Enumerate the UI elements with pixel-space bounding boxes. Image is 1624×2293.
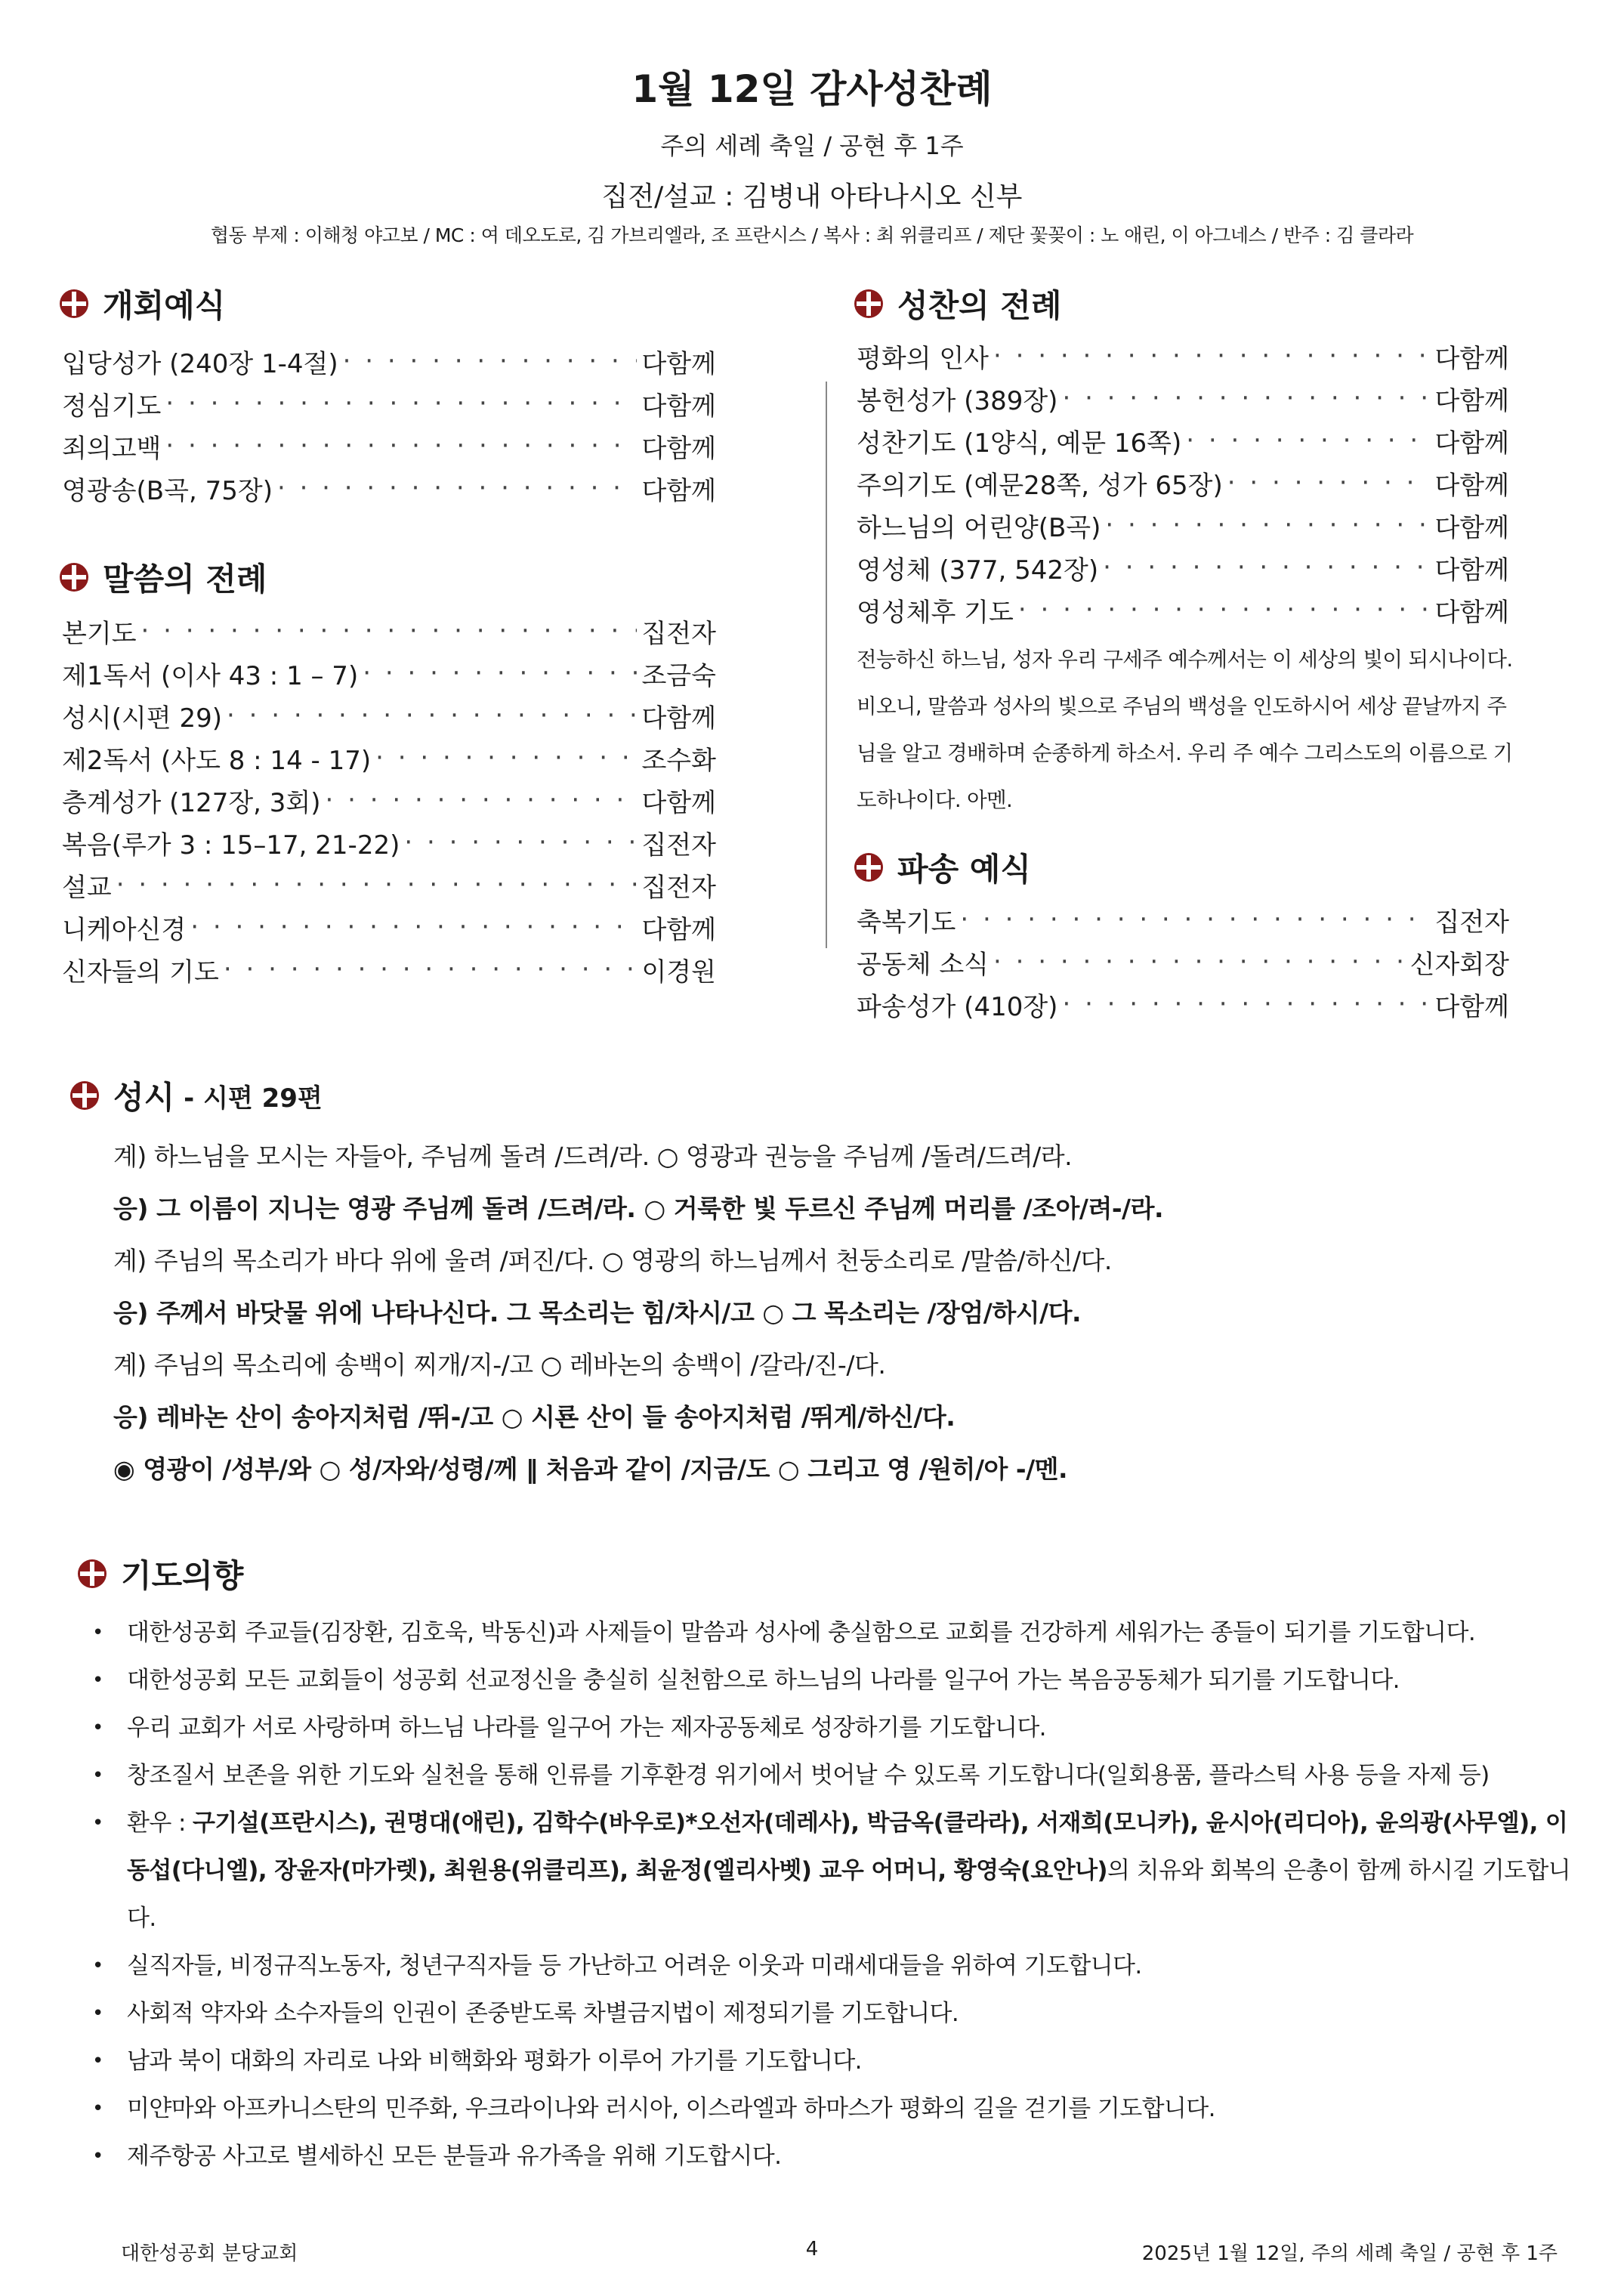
order-item-label: 봉헌성가 (389장) [857,385,1058,416]
footer-date: 2025년 1월 12일, 주의 세례 축일 / 공현 후 1주 [1141,2242,1558,2265]
order-item-label: 파송성가 (410장) [857,991,1058,1022]
order-item-label: 주의기도 (예문28쪽, 성가 65장) [857,470,1223,501]
order-item [62,821,716,864]
leader-dots [227,700,637,731]
celebrant-line: 집전/설교 : 김병내 아타나시오 신부 [601,181,1023,212]
order-item [62,737,716,779]
psalm-line: 계) 하느님을 모시는 자들아, 주님께 돌려 /드려/라. ○ 영광과 권능을 주님께 /돌려/드려/라. [113,1142,1073,1171]
cross-circle-icon [69,1080,100,1111]
cross-circle-icon [59,562,89,592]
order-item-label: 하느님의 어린양(B곡) [857,512,1101,543]
order-item-leader: 이경원 [641,956,716,987]
leader-dots [1103,552,1430,583]
order-item [857,589,1509,631]
dismissal-list [857,898,1509,1025]
order-item-leader: 다함께 [641,433,716,464]
order-item-label: 성시(시편 29) [62,703,222,734]
order-item-leader: 다함께 [641,391,716,422]
order-item [62,948,716,990]
order-item-label: 죄의고백 [62,433,162,464]
leader-dots [1186,425,1430,456]
order-item-leader: 다함께 [1434,428,1509,459]
leader-dots [1018,595,1431,625]
psalm-line: 응) 레바논 산이 송아지처럼 /뛰-/고 ○ 시룐 산이 들 송아지처럼 /뛰게/하신/다. [113,1402,956,1432]
cross-circle-icon [854,289,884,319]
section-heading-intentions [77,1551,243,1596]
section-heading-label: 기도의향 [121,1557,244,1594]
section-heading-word [59,555,267,600]
order-item-label: 정심기도 [62,391,162,422]
leader-dots [190,912,637,942]
opening-list [62,340,716,509]
leader-dots [1062,989,1430,1019]
psalm-line: 계) 주님의 목소리가 바다 위에 울려 /퍼진/다. ○ 영광의 하느님께서 천둥소리로 /말씀/하신/다. [113,1246,1112,1275]
intention-item: • 남과 북이 대화의 자리로 나와 비핵화와 평화가 이루어 가기를 기도합니다. [89,2038,1585,2085]
order-item-label: 영성체 (377, 542장) [857,555,1099,586]
leader-dots [224,954,638,984]
leader-dots [165,431,637,461]
order-item [857,377,1509,419]
psalm-line: 계) 주님의 목소리에 송백이 찌개/지-/고 ○ 레바논의 송백이 /갈라/진-/다. [113,1350,886,1380]
order-item-leader: 다함께 [1434,385,1509,416]
section-heading-label: 말씀의 전례 [103,561,267,598]
post-communion-prayer: 전능하신 하느님, 성자 우리 구세주 예수께서는 이 세상의 빛이 되시나이다. 비오니, 말씀과 성사의 빛으로 주님의 백성을 인도하시어 세상 끝날까지 주님을 알고 경배하며 순종하게 하소서. 우리 주 예수 그리스도의 이름으로 기도하나이다. 아멘. [857,647,1513,812]
order-item-leader: 신자회장 [1409,949,1509,980]
order-item-leader: 집전자 [641,872,716,903]
footer-page-number: 4 [805,2238,819,2261]
section-heading-psalm [69,1073,323,1118]
order-item-leader: 다함께 [1434,512,1509,543]
order-item-label: 제1독서 (이사 43 : 1 – 7) [62,660,359,691]
intention-item: • 사회적 약자와 소수자들의 인권이 존중받도록 차별금지법이 제정되기를 기도합니다. [89,1990,1585,2038]
order-item [857,983,1509,1025]
page-subtitle: 주의 세례 축일 / 공현 후 1주 [660,131,964,160]
order-item [62,779,716,821]
leader-dots [363,658,637,688]
cross-circle-icon [59,289,89,319]
leader-dots [141,616,638,646]
intention-item: • 대한성공회 모든 교회들이 성공회 선교정신을 충실히 실천함으로 하느님의 나라를 일구어 가는 복음공동체가 되기를 기도합니다. [89,1657,1585,1704]
order-item [62,906,716,948]
order-item [857,462,1509,504]
section-heading-label: 성찬의 전례 [897,287,1062,324]
order-item [62,340,716,382]
footer-church: 대한성공회 분당교회 [121,2242,298,2265]
roles-line: 협동 부제 : 이해청 야고보 / MC : 여 데오도로, 김 가브리엘라, 조 프란시스 / 복사 : 최 위클리프 / 제단 꽃꽂이 : 노 애린, 이 아그네스 / 반주 : 김 클라라 [210,224,1414,246]
order-item [62,467,716,509]
section-heading-label: 개회예식 [103,287,226,324]
leader-dots [343,346,638,376]
leader-dots [375,743,637,773]
order-item [857,504,1509,546]
psalm-line: 응) 주께서 바닷물 위에 나타나신다. 그 목소리는 힘/차시/고 ○ 그 목소리는 /장엄/하시/다. [113,1298,1082,1327]
eucharist-list [857,335,1509,631]
order-item-label: 니케아신경 [62,914,187,945]
intention-prefix: 환우 : [127,1809,193,1837]
leader-dots [993,341,1430,371]
leader-dots [326,785,638,815]
leader-dots [277,473,638,503]
order-item-label: 층계성가 (127장, 3회) [62,787,321,818]
order-item [62,652,716,694]
order-item-leader: 집전자 [641,618,716,649]
order-item-leader: 다함께 [1434,343,1509,374]
order-item-label: 제2독서 (사도 8 : 14 - 17) [62,745,372,776]
order-item [62,382,716,425]
order-item-label: 설교 [62,872,112,903]
intention-item: • 제주항공 사고로 별세하신 모든 분들과 유가족을 위해 기도합시다. [89,2133,1585,2180]
order-item-leader: 다함께 [1434,991,1509,1022]
psalm-line: 응) 그 이름이 지니는 영광 주님께 돌려 /드려/라. ○ 거룩한 빛 두르신 주님께 머리를 /조아/려-/라. [113,1194,1163,1223]
order-item-leader: 집전자 [1434,907,1509,938]
order-item-label: 영광송(B곡, 75장) [62,475,273,506]
order-item-label: 본기도 [62,618,137,649]
order-item [857,335,1509,377]
order-item-label: 성찬기도 (1양식, 예문 16쪽) [857,428,1182,459]
order-item [62,694,716,737]
intention-item: • 실직자들, 비정규직노동자, 청년구직자들 등 가난하고 어려운 이웃과 미래세대들을 위하여 기도합니다. [89,1942,1585,1990]
order-item-label: 신자들의 기도 [62,956,219,987]
intention-suffix: 의 치유와 회복의 은총이 함께 하시길 기도합니다. [127,1857,1571,1932]
order-item [857,898,1509,941]
psalm-line: ◉ 영광이 /성부/와 ○ 성/자와/성령/께 ‖ 처음과 같이 /지금/도 ○ 그리고 영 /원히/아 -/멘. [113,1454,1068,1484]
page-title: 1월 12일 감사성찬례 [631,67,993,111]
leader-dots [116,870,638,900]
order-item [857,419,1509,462]
order-item-label: 복음(루가 3 : 15–17, 21-22) [62,830,400,861]
intention-item: • 우리 교회가 서로 사랑하며 하느님 나라를 일구어 가는 제자공동체로 성장하기를 기도합니다. [89,1704,1585,1752]
section-heading-eucharist [854,281,1061,326]
order-item-label: 입당성가 (240장 1-4절) [62,348,338,379]
section-heading-dismissal [854,845,1031,890]
order-item-leader: 다함께 [641,703,716,734]
order-item-leader: 다함께 [1434,470,1509,501]
order-item-leader: 집전자 [641,830,716,861]
order-item-label: 평화의 인사 [857,343,990,374]
order-item-leader: 조수화 [641,745,716,776]
intention-item [89,1800,1585,1942]
leader-dots [165,388,637,419]
intention-item: • 창조질서 보존을 위한 기도와 실천을 통해 인류를 기후환경 위기에서 벗어날 수 있도록 기도합니다(일회용품, 플라스틱 사용 등을 자제 등) [89,1752,1585,1800]
section-heading-label: 파송 예식 [897,851,1031,888]
leader-dots [404,827,637,858]
order-item [62,864,716,906]
order-item-leader: 다함께 [641,348,716,379]
cross-circle-icon [77,1559,107,1589]
order-item [62,610,716,652]
leader-dots [960,904,1430,935]
leader-dots [1105,510,1430,540]
order-item-label: 영성체후 기도 [857,597,1014,628]
order-item [857,941,1509,983]
section-heading-opening [59,281,225,326]
leader-dots [993,947,1406,977]
intention-names: 구기설(프란시스), 권명대(애린), 김학수(바우로)*오선자(데레사), 박금옥(클라라), 서재희(모니카), 윤시아(리디아), 윤의광(사무엘), 이동섭(다니엘), 장윤자(마가렛), 최원용(위클리프), 최윤정(엘리사벳) 교우 어머니, 황영숙(요안나) [127,1809,1568,1884]
section-heading-sub: - 시편 29편 [184,1083,323,1114]
order-item-label: 공동체 소식 [857,949,990,980]
section-heading-label: 성시 [113,1079,175,1116]
leader-dots [1227,468,1431,498]
order-item-leader: 다함께 [641,787,716,818]
order-item-leader: 다함께 [641,475,716,506]
column-divider [826,382,827,948]
order-item [857,546,1509,589]
word-list [62,610,716,990]
cross-circle-icon [854,852,884,882]
order-item-leader: 조금숙 [641,660,716,691]
intentions-list [89,1609,1585,2180]
order-item [62,425,716,467]
order-item-leader: 다함께 [1434,555,1509,586]
leader-dots [1062,383,1430,413]
order-item-label: 축복기도 [857,907,956,938]
intention-item: • 미얀마와 아프카니스탄의 민주화, 우크라이나와 러시아, 이스라엘과 하마스가 평화의 길을 걷기를 기도합니다. [89,2085,1585,2133]
order-item-leader: 다함께 [641,914,716,945]
order-item-leader: 다함께 [1434,597,1509,628]
intention-item: • 대한성공회 주교들(김장환, 김호욱, 박동신)과 사제들이 말씀과 성사에 충실함으로 교회를 건강하게 세워가는 종들이 되기를 기도합니다. [89,1609,1585,1657]
